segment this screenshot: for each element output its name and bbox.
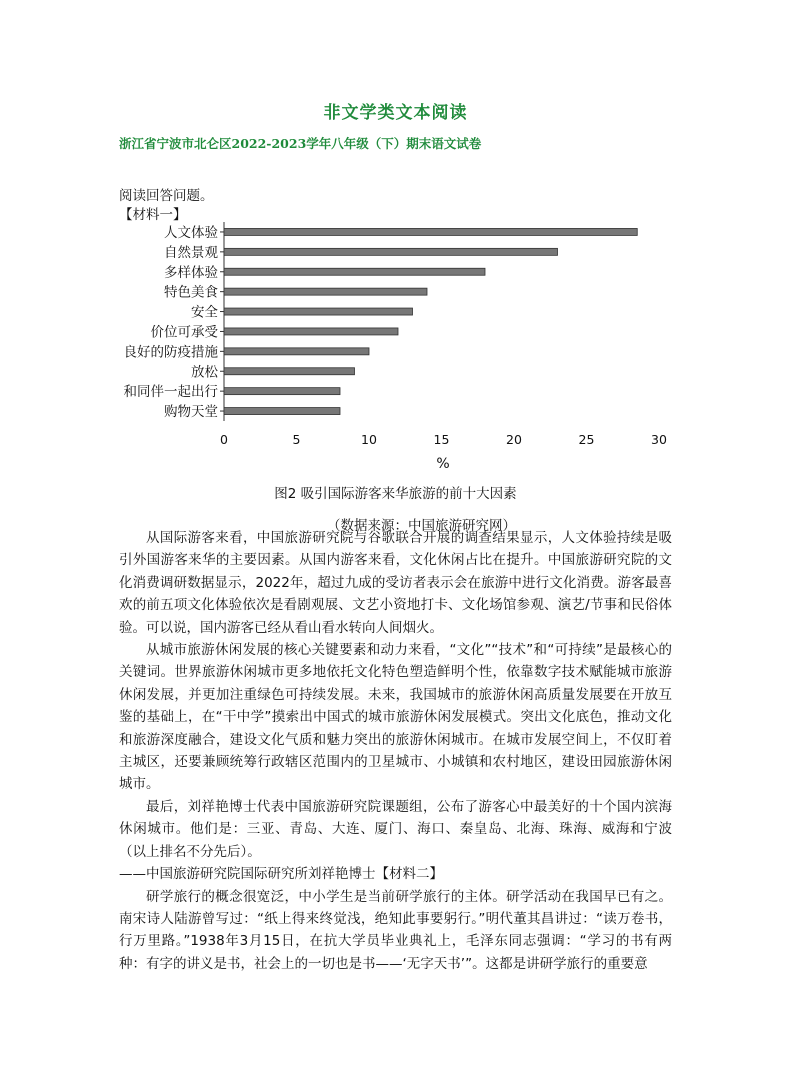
x-tick-label: 20 [506,432,522,447]
category-label: 购物天堂 [164,404,218,421]
instruction-text: 阅读回答问题。 [119,188,214,204]
chart-caption: 图2 吸引国际游客来华旅游的前十大因素 [274,486,517,502]
category-label: 特色美食 [164,284,218,301]
paragraph-1: 从国际游客来看，中国旅游研究院与谷歌联合开展的调查结果显示，人文体验持续是吸引外国游客来华的主要因素。从国内游客来看，文化休闲占比在提升。中国旅游研究院的文化消费调研数据显示，2022年，超过九成的受访者表示会在旅游中进行文化消费。游客最喜欢的前五项文化体验依次是看剧观展、文艺小资地打卡、文化场馆参观、演艺/节事和民俗体验。可以说，国内游客已经从看山看水转向人间烟火。 [119,530,672,636]
bar [224,388,340,395]
x-axis-label: % [436,456,450,472]
bar [224,248,558,255]
category-label: 多样体验 [164,264,218,281]
x-tick-label: 30 [651,432,667,447]
x-tick-label: 15 [433,432,450,447]
data-source: （数据来源：中国旅游研究网） [327,518,516,534]
x-tick-label: 5 [292,432,301,447]
paragraph-4: 研学旅行的概念很宽泛，中小学生是当前研学旅行的主体。研学活动在我国早已有之。南宋诗人陆游曾写过：“纸上得来终觉浅，绝知此事要躬行。”明代董其昌讲过：“读万卷书，行万里路。”1938年3月15日，在抗大学员毕业典礼上，毛泽东同志强调：“学习的书有两种：有字的讲义是书，社会上的一切也是书——‘无字天书’”。这都是讲研学旅行的重要意 [119,888,672,972]
article-body [119,527,672,975]
bar [224,368,355,375]
bar [224,408,340,415]
page-title: 非文学类文本阅读 [323,103,468,123]
attribution-line: ——中国旅游研究院国际研究所刘祥艳博士【材料二】 [119,866,443,883]
category-label: 人文体验 [164,224,218,241]
category-label: 安全 [191,304,218,321]
category-label: 放松 [191,364,218,381]
paragraph-3: 最后，刘祥艳博士代表中国旅游研究院课题组，公布了游客心中最美好的十个国内滨海休闲城市。他们是：三亚、青岛、大连、厦门、海口、秦皇岛、北海、珠海、威海和宁波（以上排名不分先后）。 [119,798,672,860]
material-one-label: 【材料一】 [119,207,187,223]
category-label: 良好的防疫措施 [123,344,218,361]
category-label: 价位可承受 [150,324,218,341]
x-tick-label: 25 [578,432,595,447]
bar-chart [0,0,791,480]
bar [224,308,413,315]
bar [224,268,485,275]
bar [224,288,427,295]
category-label: 自然景观 [164,244,218,261]
category-label: 和同伴一起出行 [123,384,218,401]
bar [224,348,369,355]
bar [224,328,398,335]
exam-subtitle: 浙江省宁波市北仑区2022-2023学年八年级（下）期末语文试卷 [119,136,482,151]
paragraph-2: 从城市旅游休闲发展的核心关键要素和动力来看，“文化”“技术”和“可持续”是最核心的关键词。世界旅游休闲城市更多地依托文化特色塑造鲜明个性，依靠数字技术赋能城市旅游休闲发展，并更加注重绿色可持续发展。未来，我国城市的旅游休闲高质量发展要在开放互鉴的基础上，在“干中学”摸索出中国式的城市旅游休闲发展模式。突出文化底色，推动文化和旅游深度融合，建设文化气质和魅力突出的旅游休闲城市。在城市发展空间上，不仅盯着主城区，还要兼顾统筹行政辖区范围内的卫星城市、小城镇和农村地区，建设田园旅游休闲城市。 [119,642,672,793]
x-tick-label: 0 [220,432,228,447]
bar [224,228,637,235]
x-tick-label: 10 [361,432,377,447]
